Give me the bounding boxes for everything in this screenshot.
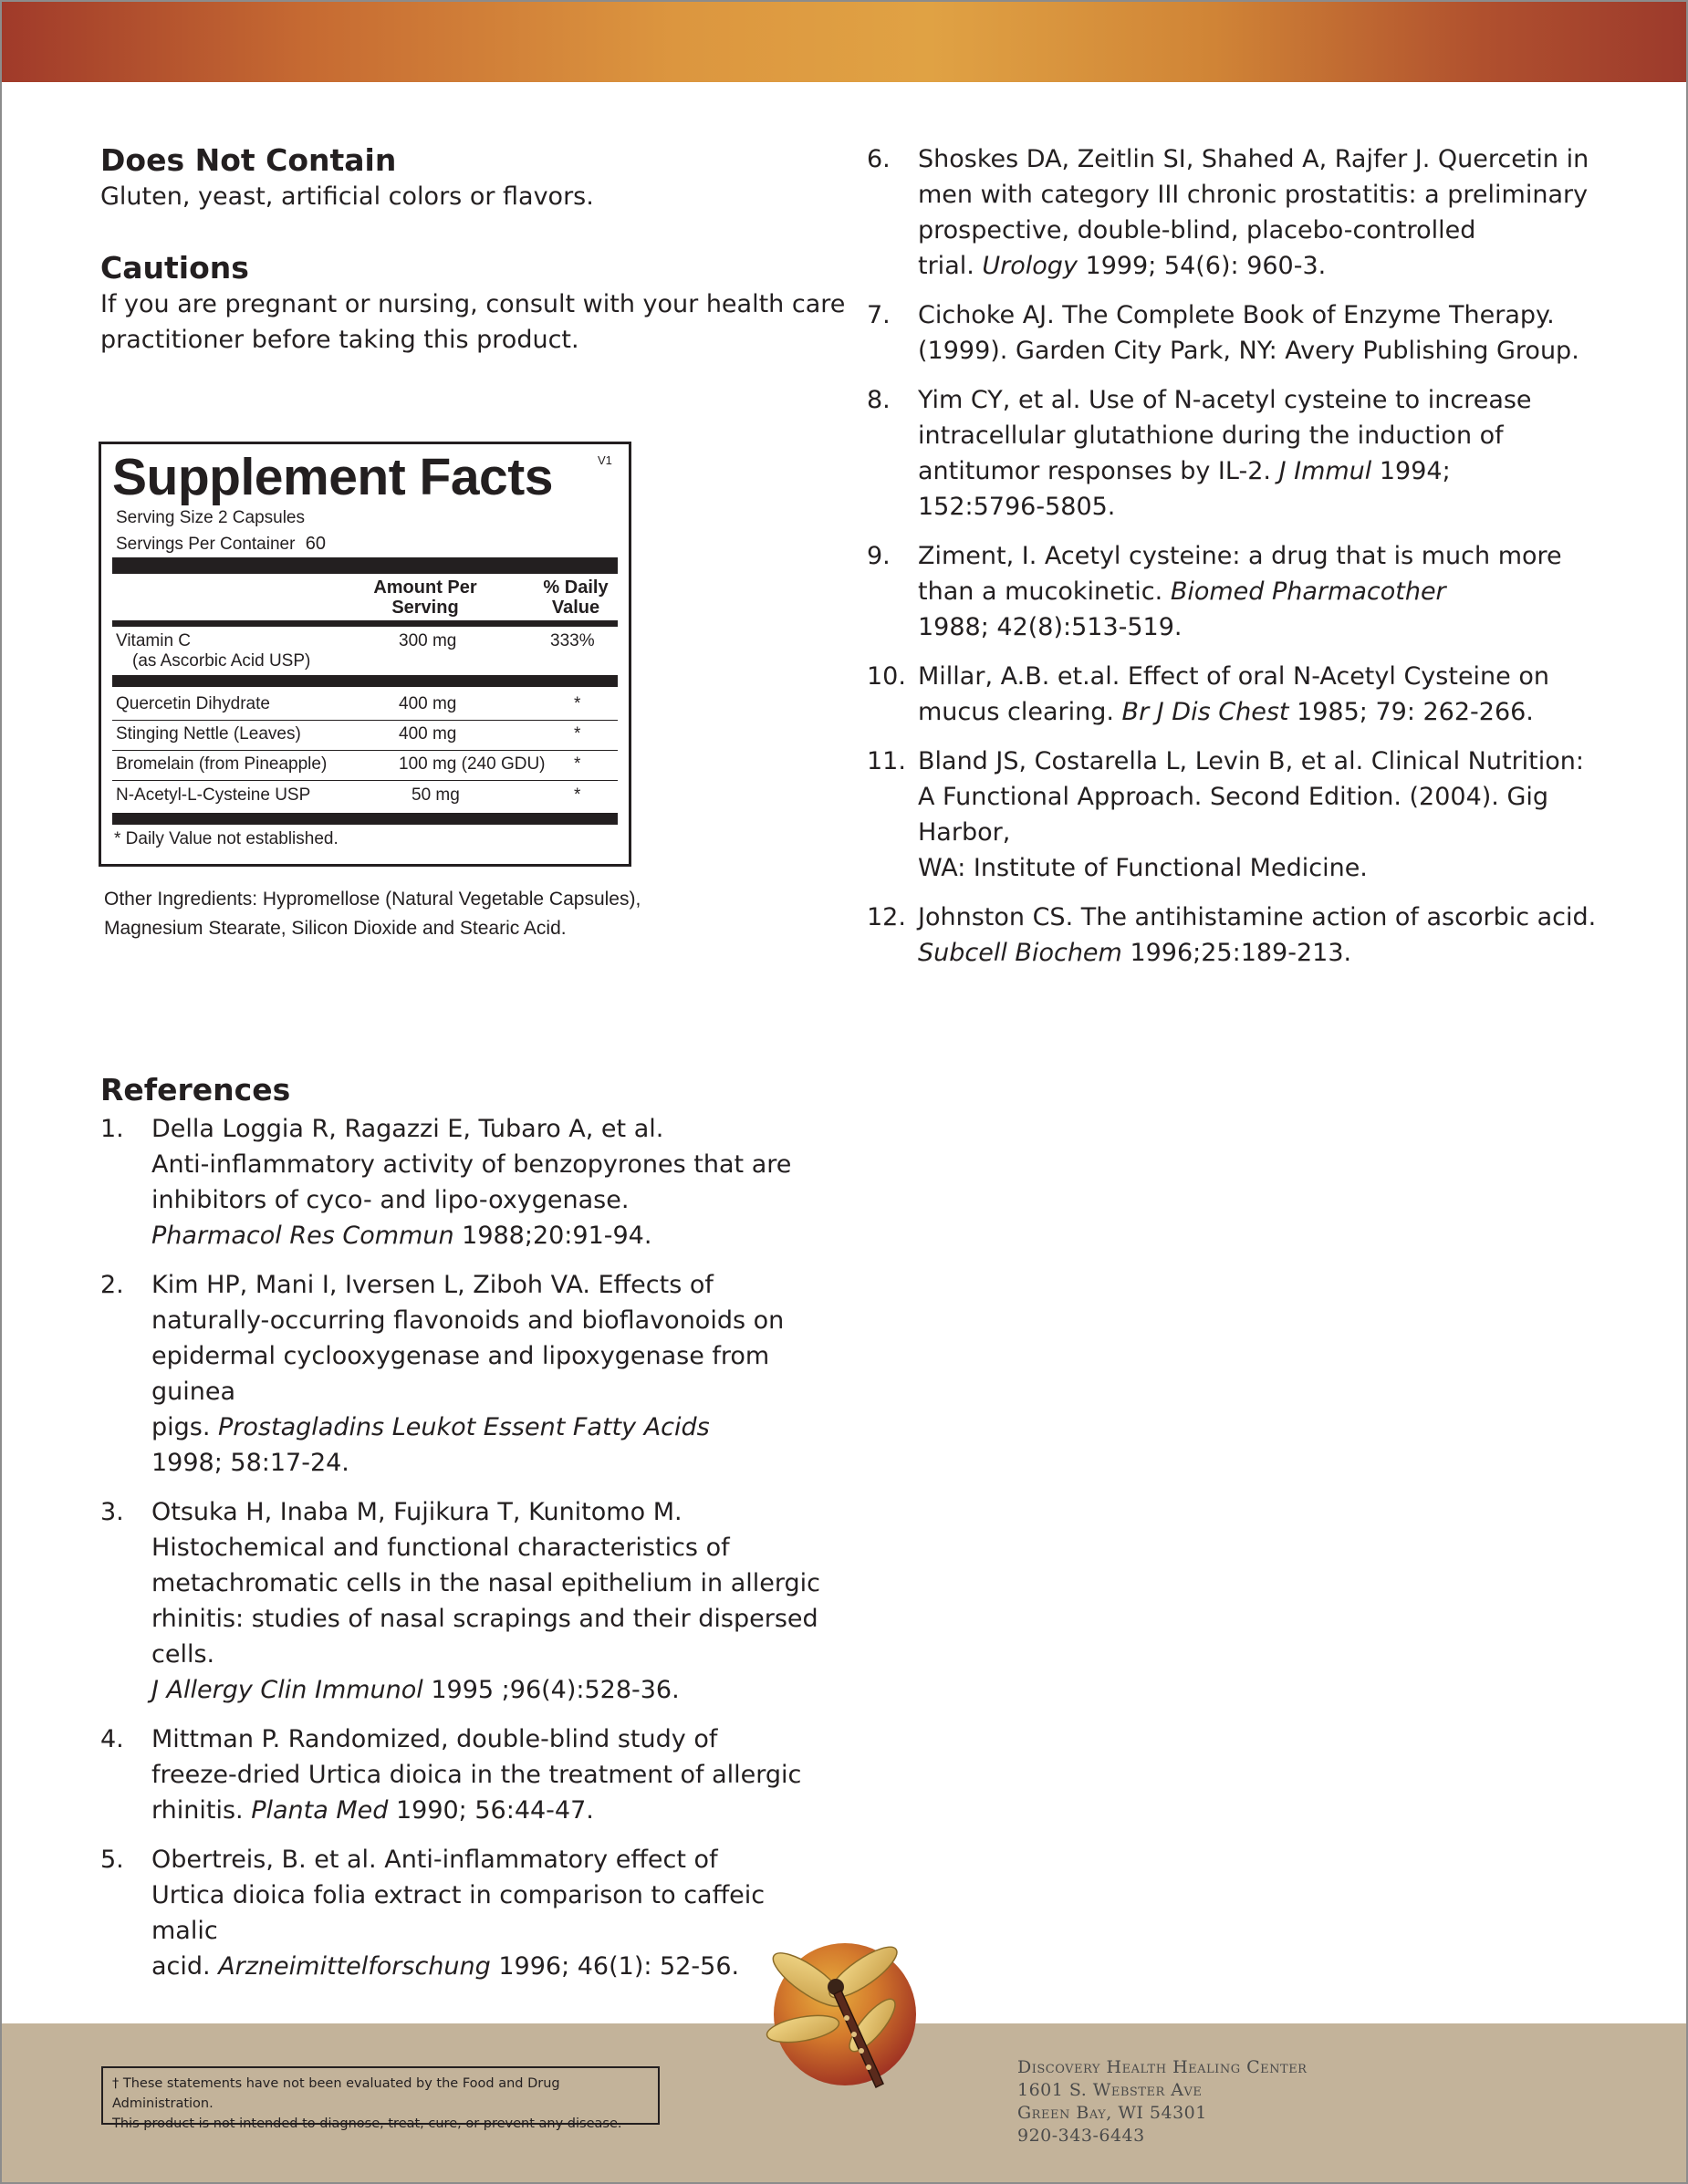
row-divider: [112, 750, 618, 751]
citation-detail: 1998; 58:17-24.: [151, 1449, 349, 1477]
reference-body: [100, 1842, 830, 1984]
nutrient-amount: 400 mg: [399, 694, 457, 713]
reference-line: Bland JS, Costarella L, Levin B, et al. Clinical Nutrition:: [918, 747, 1584, 775]
reference-line: Yim CY, et al. Use of N-acetyl cysteine to increase: [918, 386, 1532, 414]
reference-citation-line: [918, 453, 1597, 489]
reference-body: [867, 141, 1597, 284]
reference-body: [867, 659, 1597, 730]
nutrient-dv: *: [574, 754, 581, 774]
reference-line: prospective, double-blind, placebo-controlled: [918, 216, 1476, 244]
reference-body: [100, 1721, 830, 1828]
version-label: V1: [598, 453, 612, 467]
journal-name: Subcell Biochem: [918, 939, 1122, 967]
reference-line: naturally-occurring flavonoids and bioflavonoids on: [151, 1306, 785, 1335]
journal-name: Biomed Pharmacother: [1170, 577, 1446, 606]
reference-line: Anti-inflammatory activity of benzopyrones that are: [151, 1150, 792, 1179]
reference-number: 3.: [100, 1498, 124, 1526]
amount-header-line1: Amount Per: [373, 577, 477, 598]
reference-line: Otsuka H, Inaba M, Fujikura T, Kunitomo M.: [151, 1498, 682, 1526]
reference-body: [867, 538, 1597, 645]
journal-name: Pharmacol Res Commun: [151, 1222, 454, 1250]
reference-citation-line: [151, 1672, 830, 1708]
nutrient-amount: 50 mg: [412, 785, 460, 805]
row-divider: [112, 780, 618, 781]
reference-line: freeze-dried Urtica dioica in the treatment of allergic: [151, 1761, 802, 1789]
nutrient-amount: 100 mg (240 GDU): [399, 754, 546, 774]
citation-detail: 1996; 46(1): 52-56.: [490, 1952, 740, 1981]
does-not-contain-text: Gluten, yeast, artificial colors or flavors.: [100, 182, 594, 211]
reference-number: 7.: [867, 301, 891, 329]
reference-item: [867, 382, 1597, 525]
fda-disclaimer-box: [101, 2066, 660, 2131]
reference-line: Shoskes DA, Zeitlin SI, Shahed A, Rajfer J. Quercetin in: [918, 145, 1589, 173]
reference-number: 10.: [867, 662, 906, 691]
journal-name: J Immul: [1278, 457, 1372, 485]
journal-name: J Allergy Clin Immunol: [151, 1676, 423, 1704]
reference-line: Urtica dioica folia extract in comparison to caffeic malic: [151, 1881, 766, 1945]
does-not-contain-section: [100, 142, 830, 214]
reference-number: 6.: [867, 145, 891, 173]
reference-text: rhinitis.: [151, 1796, 252, 1825]
dv-header-line1: % Daily: [543, 577, 609, 598]
other-ingredients: [104, 885, 743, 943]
citation-detail: 1985; 79: 262-266.: [1288, 698, 1534, 726]
top-decorative-band: [2, 2, 1686, 82]
nutrient-name: Bromelain (from Pineapple): [116, 754, 328, 774]
reference-line: Kim HP, Mani I, Iversen L, Ziboh VA. Effects of: [151, 1271, 714, 1299]
nutrient-amount: 300 mg: [399, 631, 457, 650]
reference-text: trial.: [918, 252, 983, 280]
cautions-heading: Cautions: [100, 250, 249, 286]
reference-line: rhinitis: studies of nasal scrapings and their dispersed cells.: [151, 1605, 818, 1669]
nutrient-dv: 333%: [550, 631, 595, 650]
citation-detail: 1996;25:189-213.: [1121, 939, 1352, 967]
reference-number: 5.: [100, 1846, 124, 1874]
reference-line: intracellular glutathione during the induction of: [918, 421, 1504, 450]
reference-line: men with category III chronic prostatitis: a preliminary: [918, 181, 1589, 209]
reference-text: pigs.: [151, 1413, 219, 1441]
reference-number: 2.: [100, 1271, 124, 1299]
reference-line: Cichoke AJ. The Complete Book of Enzyme Therapy.: [918, 301, 1555, 329]
disclaimer-line1: † These statements have not been evaluated by the Food and Drug Administration.: [112, 2076, 560, 2111]
nutrient-name: N-Acetyl-L-Cysteine USP: [116, 785, 311, 805]
reference-line: WA: Institute of Functional Medicine.: [918, 854, 1368, 882]
reference-line: Histochemical and functional characteristics of: [151, 1534, 730, 1562]
citation-detail: 1988; 42(8):513-519.: [918, 613, 1183, 641]
nutrient-dv: *: [574, 724, 581, 744]
city-state-zip: Green Bay, WI 54301: [1017, 2103, 1207, 2123]
reference-citation-line: [918, 248, 1597, 284]
reference-citation-line: [151, 1409, 830, 1445]
reference-body: [100, 1494, 830, 1708]
reference-citation-line: [918, 574, 1597, 609]
cautions-text-line2: practitioner before taking this product.: [100, 326, 579, 354]
reference-line: Obertreis, B. et al. Anti-inflammatory effect of: [151, 1846, 718, 1874]
does-not-contain-heading: Does Not Contain: [100, 142, 397, 178]
reference-number: 8.: [867, 386, 891, 414]
reference-line: epidermal cyclooxygenase and lipoxygenase from guinea: [151, 1342, 770, 1406]
reference-text: than a mucokinetic.: [918, 577, 1171, 606]
reference-body: [867, 297, 1597, 369]
reference-item: [100, 1842, 830, 1984]
reference-citation-line: [151, 1218, 830, 1253]
reference-number: 4.: [100, 1725, 124, 1753]
journal-name: Prostagladins Leukot Essent Fatty Acids: [218, 1413, 710, 1441]
servings-per-container: [116, 534, 326, 555]
citation-detail: 1999; 54(6): 960-3.: [1077, 252, 1327, 280]
cautions-text-line1: If you are pregnant or nursing, consult with your health care: [100, 290, 846, 318]
references-list-left: [100, 1111, 830, 1998]
reference-line: Millar, A.B. et.al. Effect of oral N-Acetyl Cysteine on: [918, 662, 1549, 691]
reference-citation-line: [151, 1793, 830, 1828]
daily-value-footnote: * Daily Value not established.: [114, 829, 339, 848]
reference-citation-line: [918, 935, 1597, 971]
amount-header-line2: Serving: [391, 598, 459, 618]
reference-body: [100, 1111, 830, 1253]
reference-text: acid.: [151, 1952, 219, 1981]
reference-item: [867, 538, 1597, 645]
reference-item: [100, 1111, 830, 1253]
reference-item: [100, 1721, 830, 1828]
citation-detail: 1990; 56:44-47.: [388, 1796, 594, 1825]
daily-value-header: [530, 577, 621, 618]
street-address: 1601 S. Webster Ave: [1017, 2080, 1203, 2100]
reference-number: 9.: [867, 542, 891, 570]
dragonfly-sun-logo-icon: [755, 1927, 929, 2100]
clinic-address: [1017, 2056, 1307, 2148]
nutrient-name: Stinging Nettle (Leaves): [116, 724, 301, 744]
servings-per-container-label: Servings Per Container: [116, 535, 296, 554]
supplement-facts-panel: [99, 442, 631, 867]
nutrient-amount: 400 mg: [399, 724, 457, 744]
reference-number: 12.: [867, 903, 906, 931]
amount-per-serving-header: [366, 577, 485, 618]
reference-line: Mittman P. Randomized, double-blind study of: [151, 1725, 718, 1753]
citation-detail: 1994;: [1371, 457, 1451, 485]
reference-item: [867, 297, 1597, 369]
reference-citation-line: [151, 1949, 830, 1984]
thick-rule: [112, 557, 618, 574]
nutrient-sub: (as Ascorbic Acid USP): [132, 651, 311, 671]
serving-size: Serving Size 2 Capsules: [116, 508, 305, 527]
thick-rule: [112, 813, 618, 825]
medium-rule: [112, 620, 618, 627]
reference-item: [867, 141, 1597, 284]
reference-number: 11.: [867, 747, 906, 775]
references-list-right: [867, 141, 1597, 984]
other-ingredients-line2: Magnesium Stearate, Silicon Dioxide and Stearic Acid.: [104, 918, 567, 939]
reference-body: [867, 744, 1597, 886]
reference-line: Ziment, I. Acetyl cysteine: a drug that is much more: [918, 542, 1562, 570]
dv-header-line2: Value: [551, 598, 600, 618]
reference-item: [100, 1267, 830, 1481]
reference-item: [867, 659, 1597, 730]
journal-name: Arzneimittelforschung: [218, 1952, 491, 1981]
row-divider: [112, 720, 618, 721]
reference-body: [100, 1267, 830, 1481]
reference-item: [867, 900, 1597, 971]
reference-line: (1999). Garden City Park, NY: Avery Publishing Group.: [918, 337, 1579, 365]
reference-line: Johnston CS. The antihistamine action of ascorbic acid.: [918, 903, 1597, 931]
reference-item: [100, 1494, 830, 1708]
servings-per-container-value: 60: [305, 534, 326, 554]
reference-body: [867, 382, 1597, 525]
supplement-facts-title: Supplement Facts: [112, 448, 553, 506]
reference-number: 1.: [100, 1115, 124, 1143]
nutrient-dv: *: [574, 785, 581, 805]
nutrient-name: Quercetin Dihydrate: [116, 694, 270, 713]
other-ingredients-line1: Other Ingredients: Hypromellose (Natural Vegetable Capsules),: [104, 889, 641, 910]
references-heading: References: [100, 1072, 291, 1108]
citation-detail: 152:5796-5805.: [918, 493, 1116, 521]
reference-line: A Functional Approach. Second Edition. (2004). Gig Harbor,: [918, 783, 1549, 847]
citation-detail: 1988;20:91-94.: [453, 1222, 652, 1250]
journal-name: Br J Dis Chest: [1121, 698, 1289, 726]
thick-rule: [112, 675, 618, 687]
disclaimer-line2: This product is not intended to diagnose, treat, cure, or prevent any disease.: [112, 2116, 622, 2131]
phone-number: 920-343-6443: [1017, 2126, 1145, 2146]
reference-line: inhibitors of cyco- and lipo-oxygenase.: [151, 1186, 630, 1214]
reference-citation-line: [918, 694, 1597, 730]
clinic-name: Discovery Health Healing Center: [1017, 2057, 1308, 2077]
reference-body: [867, 900, 1597, 971]
reference-text: mucus clearing.: [918, 698, 1122, 726]
citation-detail: 1995 ;96(4):528-36.: [422, 1676, 680, 1704]
reference-text: antitumor responses by IL-2.: [918, 457, 1279, 485]
cautions-section: [100, 250, 849, 358]
nutrient-name: Vitamin C: [116, 631, 192, 650]
reference-line: metachromatic cells in the nasal epithelium in allergic: [151, 1569, 820, 1597]
reference-item: [867, 744, 1597, 886]
reference-line: Della Loggia R, Ragazzi E, Tubaro A, et al.: [151, 1115, 664, 1143]
journal-name: Planta Med: [251, 1796, 389, 1825]
journal-name: Urology: [982, 252, 1078, 280]
nutrient-dv: *: [574, 694, 581, 713]
